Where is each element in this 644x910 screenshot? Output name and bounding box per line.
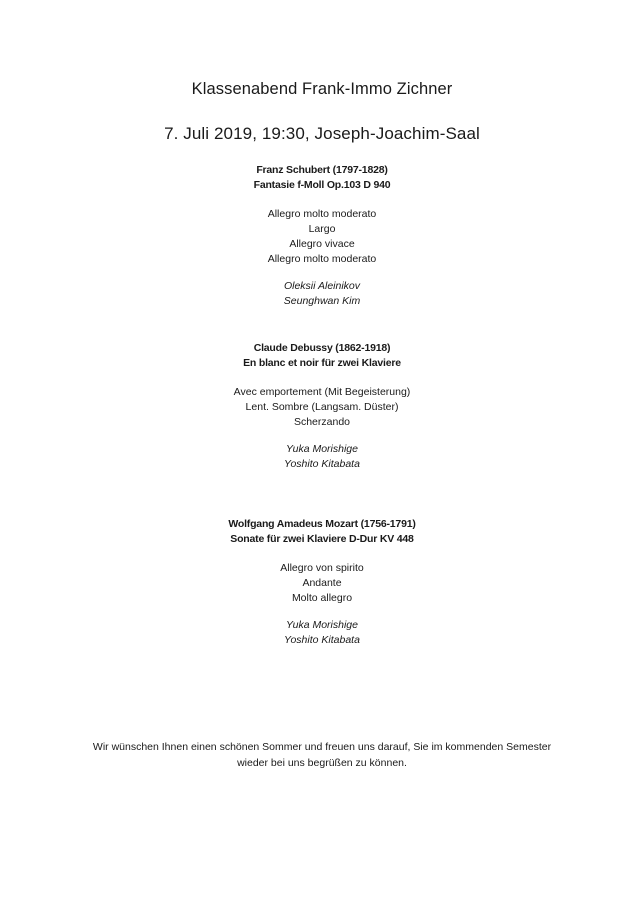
movement: Andante <box>302 577 342 589</box>
program-item-debussy <box>0 341 644 472</box>
composer-name: Franz Schubert (1797-1828) <box>256 164 388 176</box>
work-title: Sonate für zwei Klaviere D-Dur KV 448 <box>230 533 414 545</box>
movement: Lent. Sombre (Langsam. Düster) <box>245 401 399 413</box>
performer: Oleksii Aleinikov <box>283 280 361 292</box>
movement: Allegro molto moderato <box>267 253 377 265</box>
movement: Allegro molto moderato <box>267 208 377 220</box>
movement: Avec emportement (Mit Begeisterung) <box>233 386 411 398</box>
composer-name: Claude Debussy (1862-1918) <box>253 342 391 354</box>
performer: Yoshito Kitabata <box>284 634 360 646</box>
performer: Yoshito Kitabata <box>284 458 360 470</box>
closing-note <box>0 739 644 771</box>
performer: Seunghwan Kim <box>283 295 361 307</box>
program-item-schubert <box>0 163 644 309</box>
work-title: En blanc et noir für zwei Klaviere <box>243 357 401 369</box>
performer: Yuka Morishige <box>286 443 358 455</box>
movement: Scherzando <box>293 416 351 428</box>
program-item-mozart <box>0 517 644 648</box>
work-title: Fantasie f-Moll Op.103 D 940 <box>253 179 391 191</box>
composer-name: Wolfgang Amadeus Mozart (1756-1791) <box>228 518 416 530</box>
closing-line: Wir wünschen Ihnen einen schönen Sommer und freuen uns darauf, Sie im kommenden Semester <box>92 741 552 753</box>
movement: Allegro von spirito <box>280 562 364 574</box>
movement: Molto allegro <box>291 592 353 604</box>
movement: Allegro vivace <box>289 238 355 250</box>
performer: Yuka Morishige <box>286 619 358 631</box>
closing-line: wieder bei uns begrüßen zu können. <box>237 757 407 769</box>
event-date-venue: 7. Juli 2019, 19:30, Joseph-Joachim-Saal <box>164 124 480 143</box>
movement: Largo <box>308 223 336 235</box>
page-title: Klassenabend Frank-Immo Zichner <box>191 80 453 98</box>
